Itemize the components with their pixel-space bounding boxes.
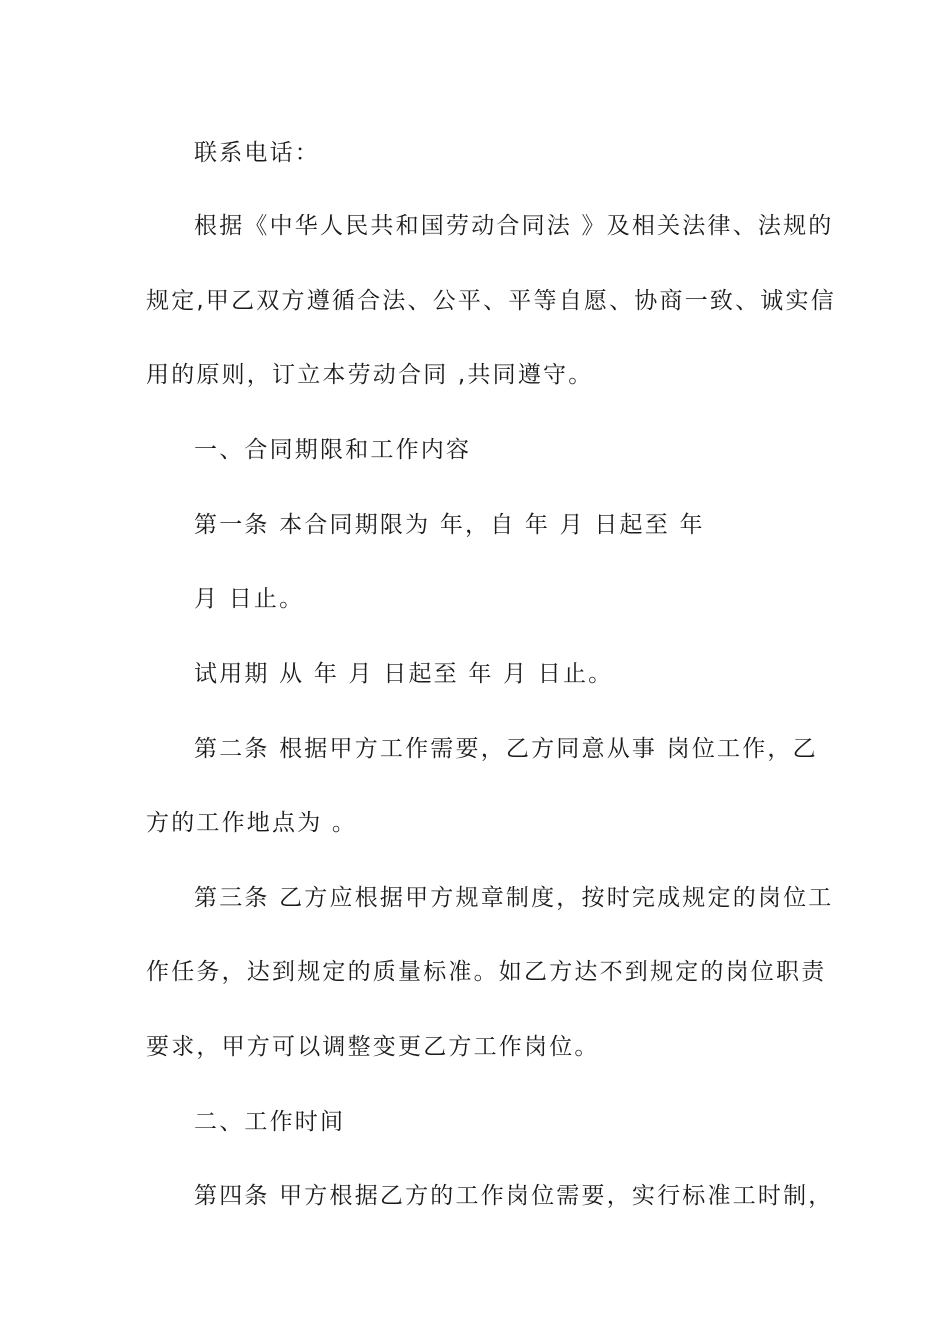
- probation-line: 试用期 从 年 月 日起至 年 月 日止。: [194, 661, 614, 687]
- paragraph-line: 用的原则，订立本劳动合同 ,共同遵守。: [146, 362, 594, 388]
- article-line: 月 日止。: [194, 586, 305, 612]
- article-line: 第一条 本合同期限为 年，自 年 月 日起至 年: [194, 512, 705, 538]
- article-line: 要求，甲方可以调整变更乙方工作岗位。: [146, 1034, 600, 1060]
- section-heading: 二、工作时间: [194, 1109, 346, 1135]
- paragraph-line: 规定,甲乙双方遵循合法、公平、平等自愿、协商一致、诚实信: [146, 288, 836, 314]
- paragraph-line: 根据《中华人民共和国劳动合同法 》及相关法律、法规的: [194, 213, 834, 239]
- contact-phone-label: 联系电话：: [194, 140, 320, 166]
- section-heading: 一、合同期限和工作内容: [194, 437, 472, 463]
- article-line: 方的工作地点为 。: [146, 810, 358, 836]
- article-line: 第三条 乙方应根据甲方规章制度，按时完成规定的岗位工: [194, 885, 834, 911]
- article-line: 第二条 根据甲方工作需要，乙方同意从事 岗位工作，乙: [194, 736, 818, 762]
- article-line: 作任务，达到规定的质量标准。如乙方达不到规定的岗位职责: [146, 959, 827, 985]
- article-line: 第四条 甲方根据乙方的工作岗位需要，实行标准工时制，: [194, 1183, 834, 1209]
